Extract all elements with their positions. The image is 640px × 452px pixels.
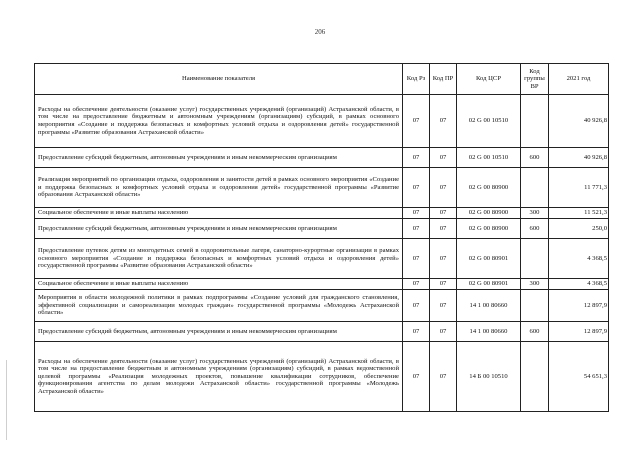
row-vr [521, 342, 549, 412]
header-rz: Код Рз [403, 64, 430, 95]
row-vr [521, 95, 549, 148]
row-vr [521, 290, 549, 322]
row-value: 4 368,5 [549, 239, 609, 279]
row-pr: 07 [430, 290, 457, 322]
row-pr: 07 [430, 219, 457, 239]
row-csr: 02 G 00 80901 [457, 279, 521, 290]
row-name: Социальное обеспечение и иные выплаты населению [35, 208, 403, 219]
row-name: Социальное обеспечение и иные выплаты населению [35, 279, 403, 290]
page-number: 206 [314, 28, 326, 36]
row-rz: 07 [403, 239, 430, 279]
row-pr: 07 [430, 322, 457, 342]
row-csr: 02 G 00 80900 [457, 168, 521, 208]
row-name: Предоставление путевок детям из многодетных семей в оздоровительные лагеря, санаторно-курортные организации в рамках основного мероприятия «Создание и поддержка безопасных и комфортных условий отдыха и оздоровления детей» государственной программы «Развитие образования Астраханской области» [35, 239, 403, 279]
row-rz: 07 [403, 219, 430, 239]
row-rz: 07 [403, 322, 430, 342]
row-name: Предоставление субсидий бюджетным, автономным учреждениям и иным некоммерческим организациям [35, 219, 403, 239]
table-header-row [35, 64, 609, 95]
row-rz: 07 [403, 342, 430, 412]
row-value: 12 897,9 [549, 290, 609, 322]
row-value: 250,0 [549, 219, 609, 239]
table-row [35, 239, 609, 279]
row-vr [521, 239, 549, 279]
row-name: Реализация мероприятий по организации отдыха, оздоровления и занятости детей в рамках основного мероприятия «Создание и поддержка безопасных и комфортных условий отдыха и оздоровления детей» государственной программы «Развитие образования Астраханской области» [35, 168, 403, 208]
row-vr: 600 [521, 148, 549, 168]
row-value: 54 651,3 [549, 342, 609, 412]
row-pr: 07 [430, 168, 457, 208]
row-name: Предоставление субсидий бюджетным, автономным учреждениям и иным некоммерческим организациям [35, 148, 403, 168]
row-pr: 07 [430, 208, 457, 219]
row-csr: 02 G 00 80901 [457, 239, 521, 279]
row-rz: 07 [403, 208, 430, 219]
row-rz: 07 [403, 279, 430, 290]
row-name: Мероприятия в области молодежной политики в рамках подпрограммы «Создание условий для гражданского становления, эффективной социализации и самореализации молодых граждан» государственной программы «Молодежь Астраханской области» [35, 290, 403, 322]
row-rz: 07 [403, 290, 430, 322]
row-vr: 300 [521, 208, 549, 219]
row-value: 12 897,9 [549, 322, 609, 342]
row-rz: 07 [403, 95, 430, 148]
row-vr: 300 [521, 279, 549, 290]
header-year: 2021 год [549, 64, 609, 95]
table-row [35, 219, 609, 239]
row-value: 4 368,5 [549, 279, 609, 290]
table-row [35, 95, 609, 148]
header-name: Наименование показателя [35, 64, 403, 95]
row-rz: 07 [403, 168, 430, 208]
budget-table-wrap [34, 63, 608, 412]
row-pr: 07 [430, 95, 457, 148]
row-vr [521, 168, 549, 208]
table-row [35, 290, 609, 322]
row-pr: 07 [430, 239, 457, 279]
row-name: Расходы на обеспечение деятельности (оказание услуг) государственных учреждений (организаций) Астраханской области, в том числе на предоставление бюджетным и автономным учреждениям (организациям) субсидий, в рамках ведомственной целевой программы «Реализация молодежных проектов, повышение квалификации сотрудников, обеспечение функционирования агентства по делам молодежи Астраханской области» государственной программы «Молодежь Астраханской области» [35, 342, 403, 412]
row-vr: 600 [521, 219, 549, 239]
table-row [35, 322, 609, 342]
row-name: Предоставление субсидий бюджетным, автономным учреждениям и иным некоммерческим организациям [35, 322, 403, 342]
row-pr: 07 [430, 279, 457, 290]
budget-table [34, 63, 609, 412]
header-pr: Код ПР [430, 64, 457, 95]
row-pr: 07 [430, 342, 457, 412]
table-row [35, 168, 609, 208]
row-csr: 02 G 00 80900 [457, 219, 521, 239]
table-row [35, 342, 609, 412]
table-row [35, 148, 609, 168]
row-csr: 14 1 00 80660 [457, 290, 521, 322]
row-value: 40 926,8 [549, 148, 609, 168]
row-value: 11 771,3 [549, 168, 609, 208]
row-csr: 14 1 00 80660 [457, 322, 521, 342]
row-rz: 07 [403, 148, 430, 168]
row-pr: 07 [430, 148, 457, 168]
header-vr: Код группы ВР [521, 64, 549, 95]
row-value: 40 926,8 [549, 95, 609, 148]
scan-margin-line [6, 360, 7, 440]
row-csr: 02 G 00 80900 [457, 208, 521, 219]
table-row [35, 279, 609, 290]
row-csr: 02 G 00 10510 [457, 148, 521, 168]
row-csr: 14 Б 00 10510 [457, 342, 521, 412]
row-vr: 600 [521, 322, 549, 342]
row-value: 11 521,3 [549, 208, 609, 219]
row-name: Расходы на обеспечение деятельности (оказание услуг) государственных учреждений (организаций) Астраханской области, в том числе на предоставление бюджетным и автономным учреждениям (организациям) субсидий, в рамках основного мероприятия «Создание и поддержка безопасных и комфортных условий отдыха и оздоровления детей» государственной программы «Развитие образования Астраханской области» [35, 95, 403, 148]
row-csr: 02 G 00 10510 [457, 95, 521, 148]
header-csr: Код ЦСР [457, 64, 521, 95]
table-row [35, 208, 609, 219]
